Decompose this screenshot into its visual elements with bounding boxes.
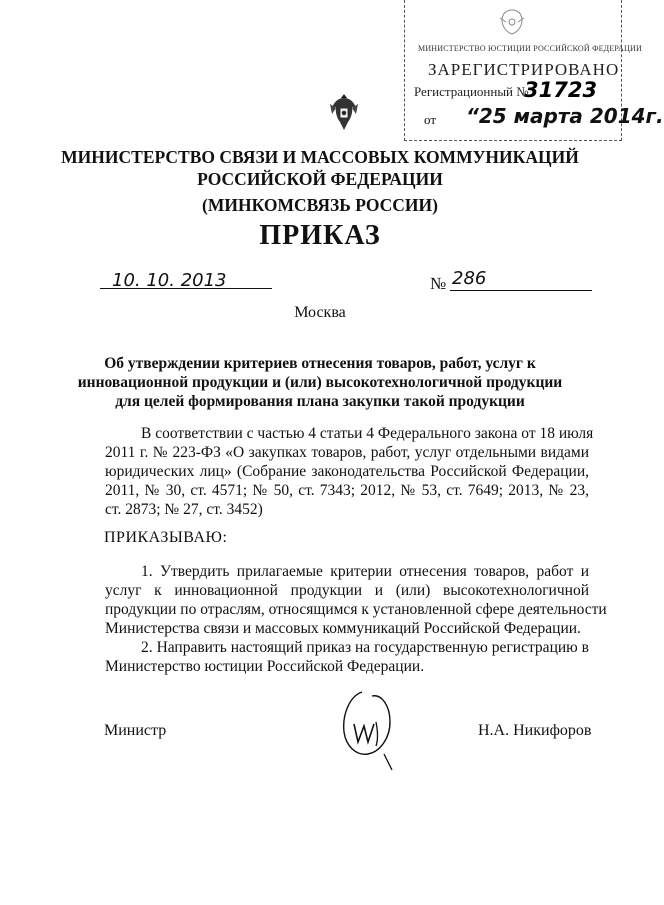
signer-name: Н.А. Никифоров bbox=[478, 722, 592, 739]
order-number-label: № bbox=[430, 274, 447, 293]
stamp-emblem-icon bbox=[492, 6, 532, 38]
document-type: ПРИКАЗ bbox=[259, 220, 381, 251]
preamble-line: юридических лиц» (Собрание законодательства Российской Федерации, bbox=[105, 463, 589, 480]
registration-stamp bbox=[404, 0, 664, 140]
item1-line: продукции по отраслям, относящимся к установленной сфере деятельности bbox=[105, 601, 607, 618]
order-date: 10. 10. 2013 bbox=[112, 270, 227, 291]
item1-line: 1. Утвердить прилагаемые критерии отнесения товаров, работ и bbox=[141, 563, 589, 580]
item2-line: 2. Направить настоящий приказ на государственную регистрацию в bbox=[141, 639, 589, 656]
order-directive: ПРИКАЗЫВАЮ: bbox=[104, 529, 228, 546]
ministry-name-line2: РОССИЙСКОЙ ФЕДЕРАЦИИ bbox=[197, 169, 443, 189]
ministry-name-line1: МИНИСТЕРСТВО СВЯЗИ И МАССОВЫХ КОММУНИКАЦИЙ bbox=[61, 147, 579, 167]
preamble-line: 2011 г. № 223-ФЗ «О закупках товаров, работ, услуг отдельными видами bbox=[105, 444, 589, 461]
item1-line: Министерства связи и массовых коммуникаций Российской Федерации. bbox=[105, 620, 581, 637]
ministry-short-name: (МИНКОМСВЯЗЬ РОССИИ) bbox=[202, 195, 438, 215]
stamp-ministry: МИНИСТЕРСТВО ЮСТИЦИИ РОССИЙСКОЙ ФЕДЕРАЦИИ bbox=[418, 44, 642, 53]
item2-line: Министерство юстиции Российской Федерации. bbox=[105, 658, 425, 675]
number-underline bbox=[450, 290, 592, 291]
signer-title: Министр bbox=[104, 722, 167, 739]
stamp-reg-number: 31723 bbox=[524, 78, 598, 102]
order-title-line2: инновационной продукции и (или) высокотехнологичной продукции bbox=[77, 374, 563, 391]
stamp-registered: ЗАРЕГИСТРИРОВАНО bbox=[428, 60, 620, 79]
item1-line: услуг к инновационной продукции и (или) высокотехнологичной bbox=[105, 582, 589, 599]
stamp-from-label: от bbox=[424, 112, 437, 127]
order-number: 286 bbox=[452, 268, 487, 289]
stamp-reg-date bbox=[448, 104, 664, 128]
preamble-line: ст. 2873; № 27, ст. 3452) bbox=[105, 501, 263, 518]
order-title-line1: Об утверждении критериев отнесения товаров, работ, услуг к bbox=[104, 355, 536, 372]
coat-of-arms-icon bbox=[328, 92, 360, 132]
order-city: Москва bbox=[294, 304, 346, 321]
preamble-line: 2011, № 30, ст. 4571; № 50, ст. 7343; 2012, № 53, ст. 7649; 2013, № 23, bbox=[105, 482, 589, 499]
stamp-reg-date-text: “25 марта 2014г. bbox=[466, 104, 664, 128]
stamp-reg-label: Регистрационный № bbox=[414, 84, 529, 99]
handwritten-signature bbox=[332, 684, 402, 774]
order-title-line3: для целей формирования плана закупки такой продукции bbox=[115, 393, 525, 410]
preamble-line: В соответствии с частью 4 статьи 4 Федерального закона от 18 июля bbox=[141, 425, 594, 442]
